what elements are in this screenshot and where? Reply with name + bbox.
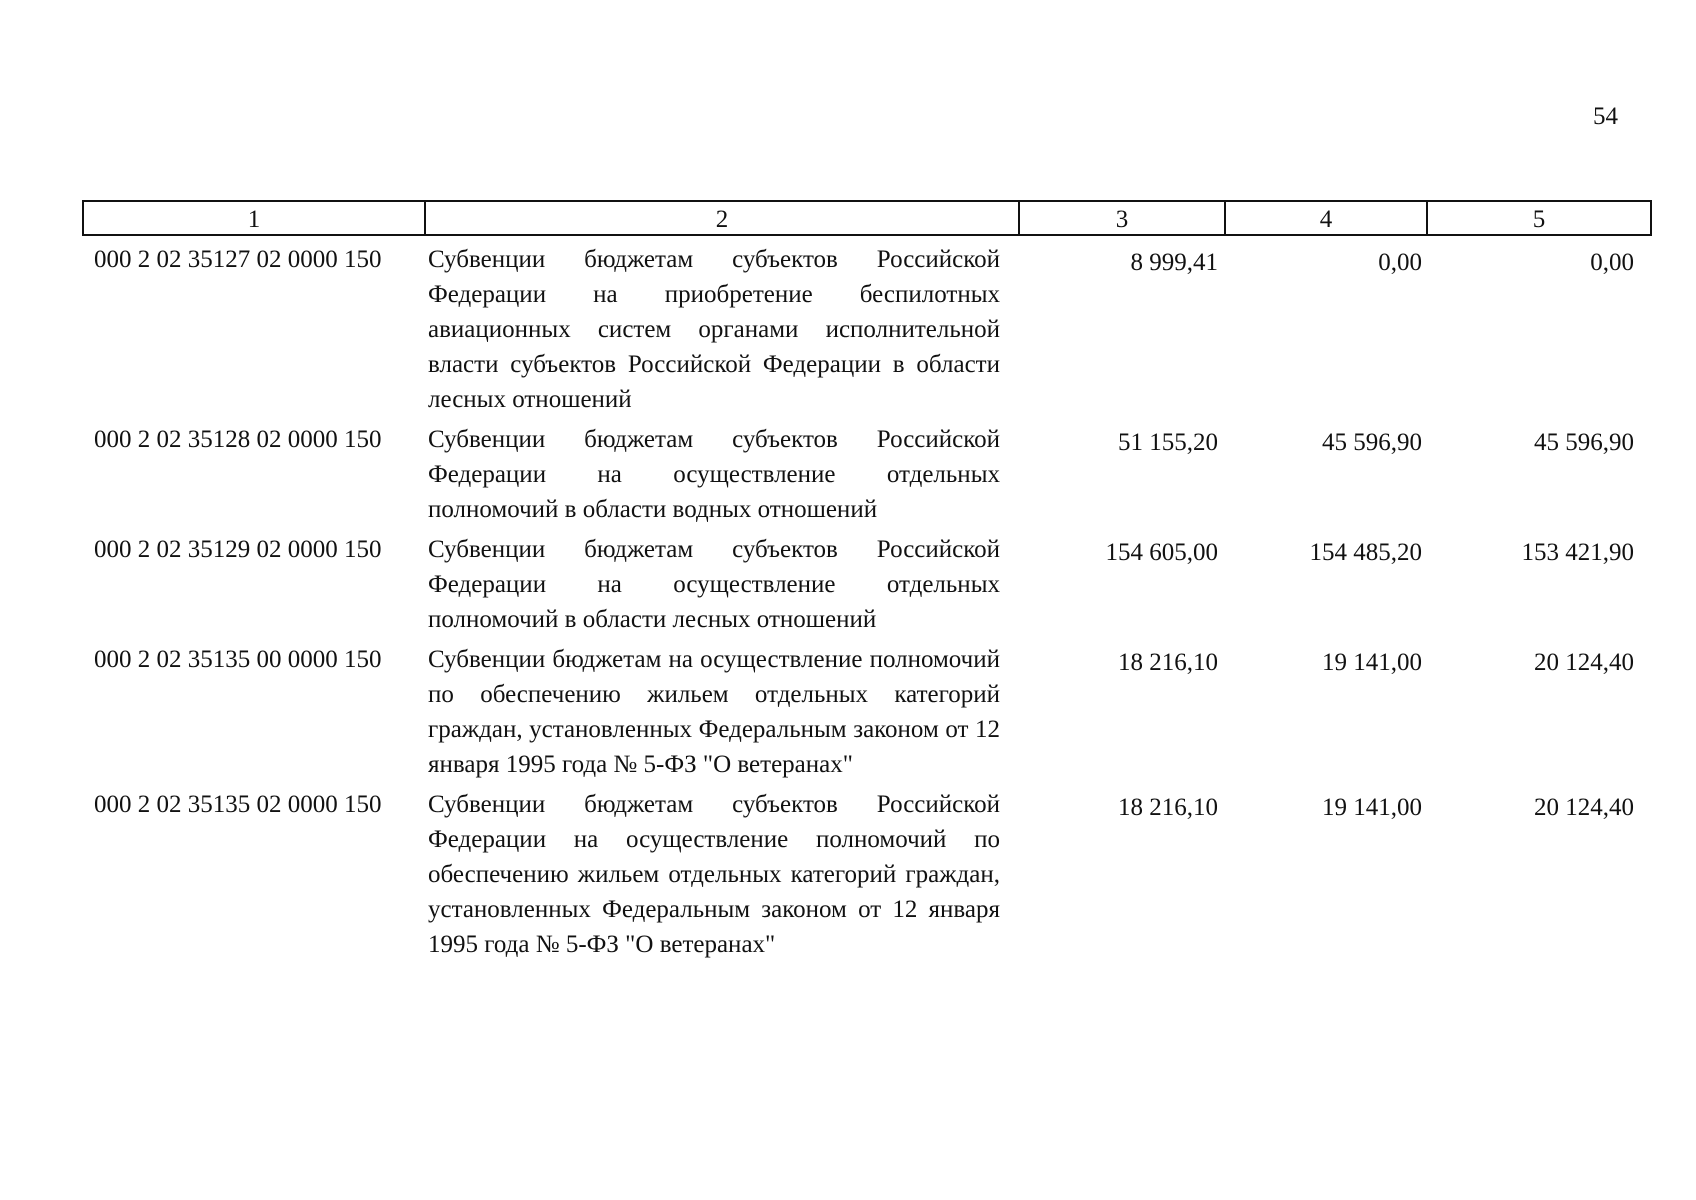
row-value-col5: 153 421,90 xyxy=(1521,539,1634,566)
row-value-col3: 51 155,20 xyxy=(1118,429,1218,456)
row-value-col4: 19 141,00 xyxy=(1322,649,1422,676)
row-code: 000 2 02 35135 02 0000 150 xyxy=(94,791,382,818)
row-description: Субвенции бюджетам на осуществление полномочий по обеспечению жильем отдельных категорий граждан, установленных Федеральным законом от 12 января 1995 года № 5-ФЗ "О ветеранах" xyxy=(428,646,1000,778)
column-header-5: 5 xyxy=(1426,200,1652,236)
column-header-1: 1 xyxy=(82,200,426,236)
row-value-col5: 20 124,40 xyxy=(1534,794,1634,821)
row-code: 000 2 02 35135 00 0000 150 xyxy=(94,646,382,673)
row-value-col5: 20 124,40 xyxy=(1534,649,1634,676)
row-code: 000 2 02 35129 02 0000 150 xyxy=(94,536,382,563)
table-row xyxy=(82,422,1652,527)
row-description: Субвенции бюджетам субъектов Российской Федерации на осуществление отдельных полномочий в области лесных отношений xyxy=(428,536,1000,633)
row-description: Субвенции бюджетам субъектов Российской Федерации на осуществление отдельных полномочий в области водных отношений xyxy=(428,426,1000,523)
row-value-col4: 45 596,90 xyxy=(1322,429,1422,456)
row-value-col3: 154 605,00 xyxy=(1105,539,1218,566)
table-body xyxy=(82,242,1652,967)
row-description: Субвенции бюджетам субъектов Российской Федерации на осуществление полномочий по обеспечению жильем отдельных категорий граждан, установленных Федеральным законом от 12 января 1995 года № 5-ФЗ "О ветеранах" xyxy=(428,791,1000,958)
row-value-col5: 45 596,90 xyxy=(1534,429,1634,456)
column-header-3: 3 xyxy=(1018,200,1226,236)
row-value-col4: 154 485,20 xyxy=(1309,539,1422,566)
table-row xyxy=(82,242,1652,417)
row-code: 000 2 02 35127 02 0000 150 xyxy=(94,246,382,273)
row-value-col5: 0,00 xyxy=(1590,249,1634,276)
table-row xyxy=(82,787,1652,962)
column-header-2: 2 xyxy=(424,200,1020,236)
row-code: 000 2 02 35128 02 0000 150 xyxy=(94,426,382,453)
table-row xyxy=(82,642,1652,782)
column-header-4: 4 xyxy=(1224,200,1428,236)
row-value-col4: 0,00 xyxy=(1378,249,1422,276)
row-value-col3: 18 216,10 xyxy=(1118,794,1218,821)
row-description: Субвенции бюджетам субъектов Российской Федерации на приобретение беспилотных авиационных систем органами исполнительной власти субъектов Российской Федерации в области лесных отношений xyxy=(428,246,1000,413)
row-value-col3: 18 216,10 xyxy=(1118,649,1218,676)
page-number: 54 xyxy=(1593,103,1618,130)
table-row xyxy=(82,532,1652,637)
row-value-col3: 8 999,41 xyxy=(1130,249,1218,276)
row-value-col4: 19 141,00 xyxy=(1322,794,1422,821)
